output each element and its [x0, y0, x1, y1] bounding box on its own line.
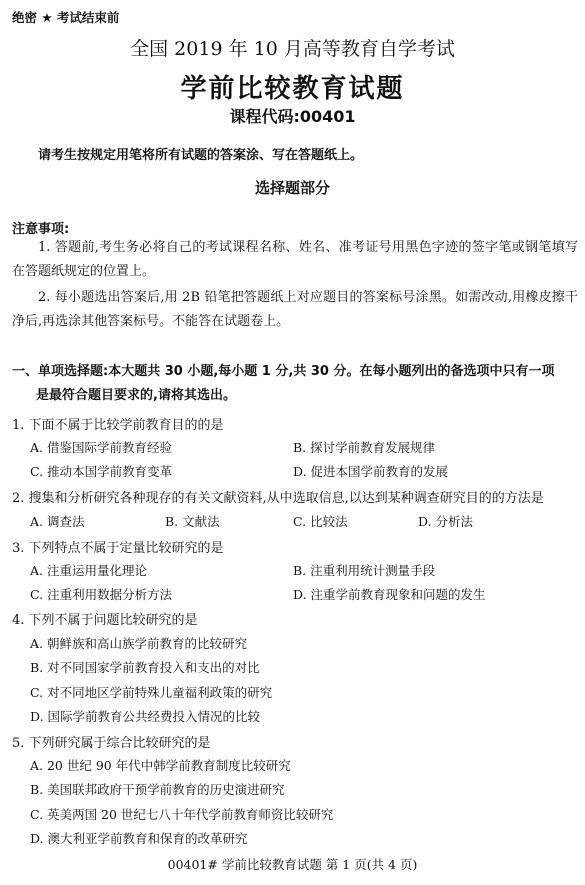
- section-title: 选择题部分: [254, 179, 330, 197]
- question-2-option-b: B. 文献法: [165, 514, 220, 529]
- question-4-option-c: C. 对不同地区学前特殊儿童福利政策的研究: [30, 685, 273, 700]
- note-item-1: 1. 答题前,考生务必将自己的考试课程名称、姓名、准考证号用黑色字迹的签字笔或钢笔填写在答题纸规定的位置上。: [12, 240, 578, 279]
- question-5-option-d: D. 澳大利亚学前教育和保育的改革研究: [30, 831, 248, 846]
- part-one-heading-line1: 一、单项选择题:本大题共 30 小题,每小题 1 分,共 30 分。在每小题列出的备选项中只有一项: [12, 364, 555, 379]
- question-5-option-a: A. 20 世纪 90 年代中韩学前教育制度比较研究: [30, 758, 291, 773]
- question-1-option-d: D. 促进本国学前教育的发展: [293, 464, 449, 479]
- question-3-option-c: C. 注重利用数据分析方法: [30, 587, 173, 602]
- exam-title: 全国 2019 年 10 月高等教育自学考试: [130, 38, 455, 60]
- question-4-option-a: A. 朝鲜族和高山族学前教育的比较研究: [30, 636, 247, 651]
- confidential-label: 绝密 ★ 考试结束前: [12, 10, 120, 25]
- question-4-option-d: D. 国际学前教育公共经费投入情况的比较: [30, 709, 261, 724]
- note-item-2: 2. 每小题选出答案后,用 2B 铅笔把答题纸上对应题目的答案标号涂黑。如需改动,用橡皮擦干净后,再选涂其他答案标号。不能答在试题卷上。: [12, 290, 578, 329]
- question-1-option-a: A. 借鉴国际学前教育经验: [30, 440, 172, 455]
- question-3-option-b: B. 注重利用统计测量手段: [293, 563, 436, 578]
- notes-heading: 注意事项:: [12, 222, 70, 237]
- question-5-option-b: B. 美国联邦政府干预学前教育的历史演进研究: [30, 782, 285, 797]
- question-4-option-b: B. 对不同国家学前教育投入和支出的对比: [30, 660, 260, 675]
- question-3-option-d: D. 注重学前教育现象和问题的发生: [293, 587, 486, 602]
- question-5-stem: 5. 下列研究属于综合比较研究的是: [12, 736, 211, 751]
- question-1-option-c: C. 推动本国学前教育变革: [30, 464, 173, 479]
- question-3-stem: 3. 下列特点不属于定量比较研究的是: [12, 541, 224, 556]
- course-title: 学前比较教育试题: [180, 74, 405, 104]
- page-footer: 00401# 学前比较教育试题 第 1 页(共 4 页): [167, 857, 418, 872]
- question-2-stem: 2. 搜集和分析研究各种现存的有关文献资料,从中选取信息,以达到某种调查研究目的的方法是: [12, 491, 544, 506]
- part-one-heading-line2: 是最符合题目要求的,请将其选出。: [36, 388, 236, 403]
- question-5-option-c: C. 英美两国 20 世纪七八十年代学前教育师资比较研究: [30, 807, 334, 822]
- course-code: 课程代码:00401: [229, 107, 356, 126]
- question-1-stem: 1. 下面不属于比较学前教育目的的是: [12, 418, 224, 433]
- question-2-option-c: C. 比较法: [293, 514, 348, 529]
- question-2-option-d: D. 分析法: [418, 514, 474, 529]
- question-3-option-a: A. 注重运用量化理论: [30, 563, 147, 578]
- part-one-heading: [12, 360, 578, 408]
- question-1-option-b: B. 探讨学前教育发展规律: [293, 440, 436, 455]
- question-2-option-a: A. 调查法: [30, 514, 85, 529]
- question-4-stem: 4. 下列不属于问题比较研究的是: [12, 613, 198, 628]
- answer-instruction: 请考生按规定用笔将所有试题的答案涂、写在答题纸上。: [38, 148, 364, 163]
